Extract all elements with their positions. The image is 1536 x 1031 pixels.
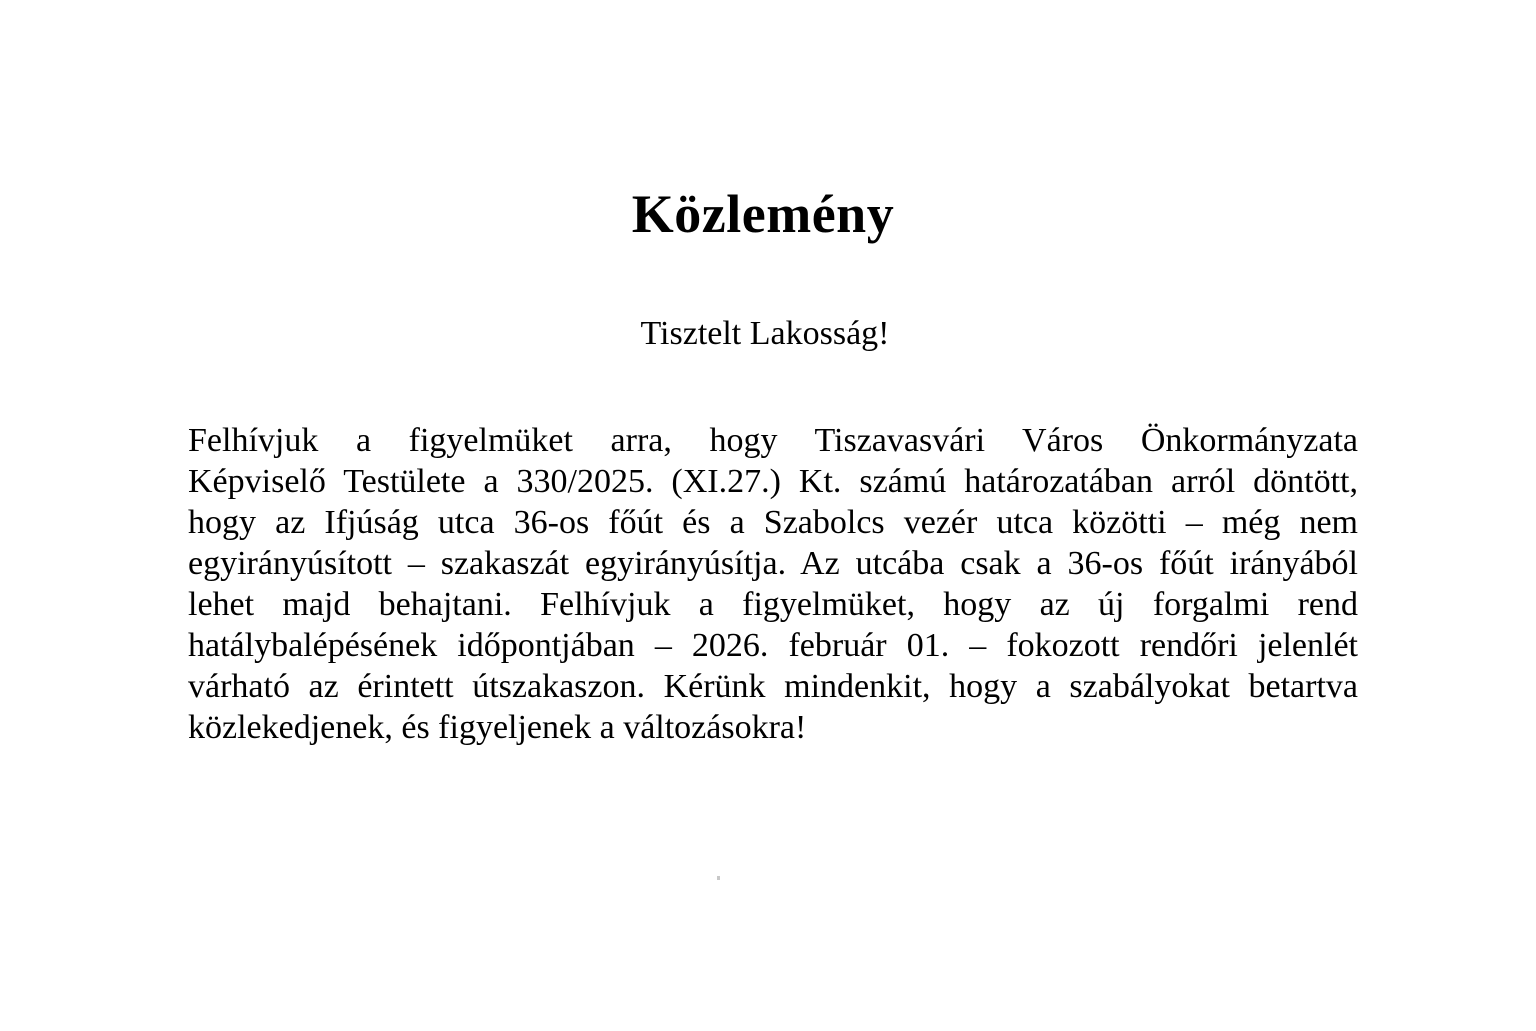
body-line: hatálybalépésének időpontjában – 2026. február 01. – fokozott rendőri jelenlét [188,627,1358,664]
body-line: Felhívjuk a figyelmüket arra, hogy Tiszavasvári Város Önkormányzata [188,422,1358,459]
body-line: közlekedjenek, és figyeljenek a változásokra! [188,709,807,746]
greeting: Tisztelt Lakosság! [640,315,890,352]
body-line: lehet majd behajtani. Felhívjuk a figyelmüket, hogy az új forgalmi rend [188,586,1358,623]
body-line: Képviselő Testülete a 330/2025. (XI.27.) Kt. számú határozatában arról döntött, [188,463,1358,500]
body-line: hogy az Ifjúság utca 36-os főút és a Szabolcs vezér utca közötti – még nem [188,504,1358,541]
body-line: várható az érintett útszakaszon. Kérünk mindenkit, hogy a szabályokat betartva [188,668,1358,705]
scan-speck [717,876,720,880]
body-line: egyirányúsított – szakaszát egyirányúsítja. Az utcába csak a 36-os főút irányából [188,545,1358,582]
document-title: Közlemény [631,184,895,244]
body-paragraph [188,420,1358,748]
